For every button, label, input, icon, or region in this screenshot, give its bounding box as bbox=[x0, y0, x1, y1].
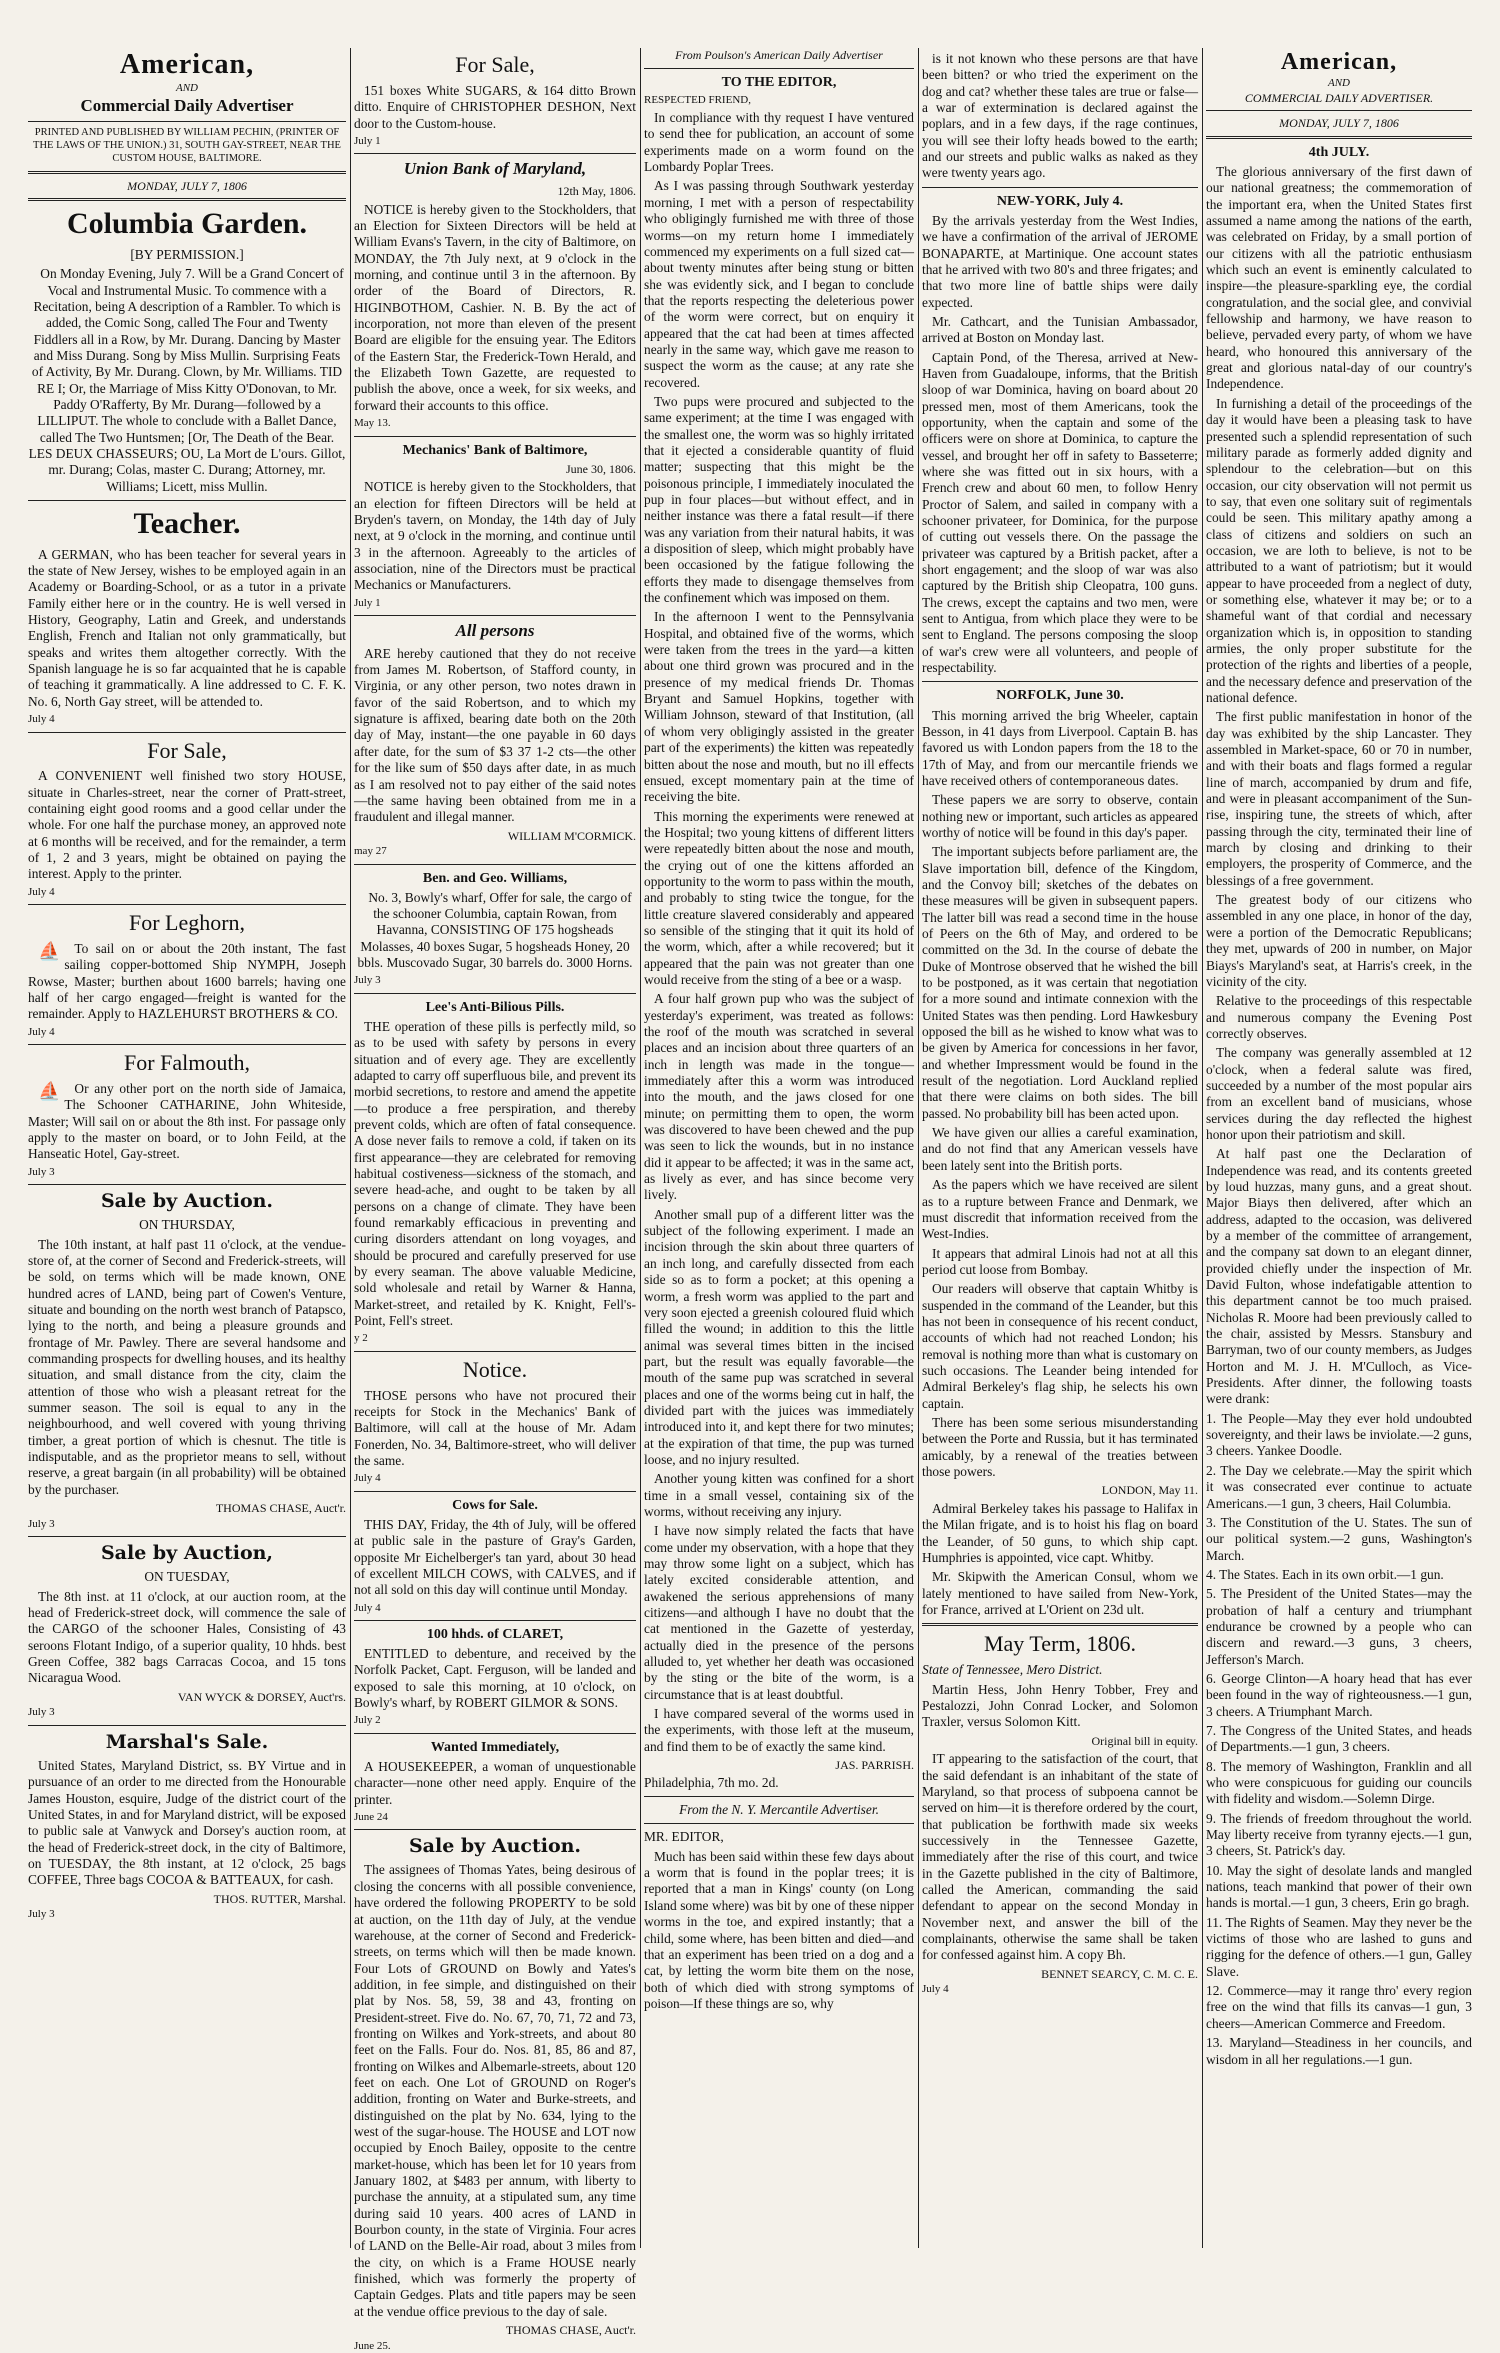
mechanics-bank-date: June 30, 1806. bbox=[566, 461, 636, 476]
term-text: IT appearing to the satisfaction of the court, that the said defendant is an inhabitant of the state of Maryland, so that process of subpoena cannot be served on him—it is therefore ordered by the court, that publication be forthwith made six weeks successively in the Tennessee Gazette, immediately after the rise of this court, and twice in the Gazette published in the city of Baltimore, called the American, commanding the said defendant to appear on the second Monday in November next, and answer the bill of the complainants, otherwise the same shall be taken for confessed against him. A copy Bh. bbox=[922, 1751, 1198, 1963]
auction2-date: July 3 bbox=[28, 1706, 55, 1719]
garden-heading: Columbia Garden. bbox=[66, 207, 308, 241]
falmouth-date: July 3 bbox=[28, 1165, 55, 1178]
williams-heading: Ben. and Geo. Williams, bbox=[422, 870, 568, 886]
letter-heading: TO THE EDITOR, bbox=[721, 74, 837, 90]
toast-item: 9. The friends of freedom throughout the world. May liberty receive from tyranny ejects.—1 gun, 3 cheers, St. Patrick's day. bbox=[1206, 1810, 1472, 1859]
auction2-sig: VAN WYCK & DORSEY, Auct'rs. bbox=[177, 1689, 346, 1704]
july-paragraph: In furnishing a detail of the proceedings of the day it would have been a pleasing task to have presented such a splendid representation of such military parade as formerly added dignity and splendour to the celebration—but on this occasion, our city observation will not permit us to say, that even one solitary suit of regimentals could be seen. This military apathy among a class of citizens and soldiers on such an occasion, we are loth to believe, is not to be attributed to a want of patriotism; but it would appear to have proceeded from a neglect of duty, or something else, whatever it may be; or to a shameful want of that cordial and necessary organization which is, in opposition to standing armies, the only proper substitute for the protection of the rights and liberties of a people, and the necessary defence and preservation of the national defence. bbox=[1206, 395, 1472, 705]
column-rule bbox=[1202, 48, 1203, 2248]
falmouth-text: Or any other port on the north side of Jamaica, The Schooner CATHARINE, John Whiteside, Master; Will sail on or about the 8th inst. For passage only apply to the master on board, or to John Feild, at the Hanseatic Hotel, Gay-street. bbox=[28, 1080, 346, 1162]
letter-paragraph: As I was passing through Southwark yesterday morning, I met with a person of respectability who obligingly furnished me with three of those worms—on my return home I immediately commenced my experiments on a full sized cat—about twenty minutes after being stung or bitten she was evidently sick, and I began to conclude that the reports respecting the deleterious power of the worm were correct, but on enquiry it appeared that the cat had been at times affected nearly in the same way, which gave me reason to suspect the worm as the cause; at any rate she recovered. bbox=[644, 178, 914, 390]
teacher-date: July 4 bbox=[28, 713, 55, 726]
garden-permission: [BY PERMISSION.] bbox=[130, 246, 244, 262]
leghorn-heading: For Leghorn, bbox=[128, 910, 246, 936]
sugar-date: July 1 bbox=[354, 134, 381, 147]
continued-text: is it not known who these persons are that have been bitten? or who tried the experiment on the dog and cat? whether these tales are true or false—a war of extermination is declared against the poplars, and in a few days, if the rage continues, you will see their lofty heads bowed to the earth; and our streets and public walks as naked as they were twenty years ago. bbox=[922, 51, 1198, 181]
letter-salutation: RESPECTED FRIEND, bbox=[644, 93, 751, 106]
toast-list bbox=[1206, 1411, 1472, 2068]
term-date: July 4 bbox=[922, 1983, 949, 1996]
auction1-text: The 10th instant, at half past 11 o'clock, at the vendue-store of, at the corner of Second and Frederick-streets, will be sold, on terms which will be made known, ONE hundred acres of LAND, being part of Cowen's Venture, situate and bounding on the north west branch of Patapsco, lying to the north, and being a pleasure grounds and frontage of Mr. Pawley. There are several handsome and commanding prospects for dwelling houses, and its healthy situation, and small distance from the city, claim the attention of those who wish a pleasant retreat for the summer season. The soil is equal to any in the neighbourhood, and well covered with young thriving timber, a great portion of which is chesnut. The title is indisputable, and as the proprietor means to sell, without reserve, a great bargain (in all probability) will be obtained by the purchaser. bbox=[28, 1236, 346, 1497]
auction1-sig: THOMAS CHASE, Auct'r. bbox=[215, 1501, 346, 1516]
letter-body bbox=[644, 110, 914, 1755]
toast-item: 10. May the sight of desolate lands and mangled nations, teach mankind that power of their own hands is mortal.—1 gun, 3 cheers, Erin go bragh. bbox=[1206, 1862, 1472, 1911]
norfolk-paragraph: These papers we are sorry to observe, contain nothing new or important, such articles as appeared worthy of notice will be found in this day's paper. bbox=[922, 792, 1198, 840]
norfolk-paragraph: As the papers which we have received are silent as to a rupture between France and Denmark, we must discredit that information received from the West-Indies. bbox=[922, 1177, 1198, 1242]
july-paragraph: The first public manifestation in honor of the day was exhibited by the ship Lancaster. They assembled in Market-space, 60 or 70 in number, and with their boats and flags formed a regular line of march, accompanied by drum and fife, and were in pleasant accompaniment of the Sun-rise, inspiring tune, the streets of which, after passing through the city, terminated their line of march by closing and drinking to their employers, the prosperity of Commerce, and the blessings of a free government. bbox=[1206, 709, 1472, 888]
masthead-and-2: AND bbox=[1328, 77, 1350, 90]
wanted-date: June 24 bbox=[354, 1810, 388, 1823]
column-rule bbox=[640, 48, 641, 2248]
toast-item: 5. The President of the United States—may the probation of half a century and triumphant endurance be crowned by a people who can discern and reward.—3 guns, 3 cheers, Jefferson's March. bbox=[1206, 1586, 1472, 1667]
teacher-text: A GERMAN, who has been teacher for several years in the state of New Jersey, wishes to be employed again in an Academy or Boarding-School, or as a tutor in a private Family either here or in the country. He is well versed in History, Geography, Latin and Greek, and understands English, French and Italian not only grammatically, but speaks and writes them altogether correctly. With the Spanish language he is so far acquainted that he is capable of teaching it grammatically. A line addressed to C. F. K. No. 6, North Gay street, will be attended to. bbox=[28, 546, 346, 709]
persons-text: ARE hereby cautioned that they do not receive from James M. Robertson, of Stafford county, in Virginia, or any other person, two notes drawn in favor of the said Robertson, and to which my signature is affixed, bearing date both on the 20th day of May, instant—the one payable in 60 days after date, for the sum of $3 37 1-2 cts—the other for the like sum of $50 days after date, in as much as I am resolved not to pay either of the said notes—the same having been obtained from me in a fraudulent and illegal manner. bbox=[354, 645, 636, 825]
term-heading: May Term, 1806. bbox=[983, 1631, 1137, 1657]
wanted-text: A HOUSEKEEPER, a woman of unquestionable character—none other need apply. Enquire of the printer. bbox=[354, 1758, 636, 1807]
falmouth-heading: For Falmouth, bbox=[124, 1050, 250, 1076]
williams-text: No. 3, Bowly's wharf, Offer for sale, the cargo of the schooner Columbia, captain Rowan, from Havanna, CONSISTING OF 175 hogsheads Molasses, 40 boxes Sugar, 5 hogsheads Honey, 20 bbls. Muscovado Sugar, 30 barrels do. 3000 Horns. bbox=[357, 889, 633, 971]
claret-date: July 2 bbox=[354, 1714, 381, 1727]
yates-auction-text: The assignees of Thomas Yates, being desirous of closing the concerns with all possible convenience, have ordered the following PROPERTY to be sold at auction, on the 11th day of July, at the vendue warehouse, at the corner of Second and Frederick-streets, on terms which will then be made known. Four Lots of GROUND on Bowly and Yates's addition, in fee simple, and distinguished on their plat by Nos. 58, 59, 38 and 43, fronting on President-street. Five do. No. 67, 70, 71, 72 and 73, fronting on Wilkes and York-streets, and about 80 feet on the Falls. Four do. Nos. 81, 85, 86 and 87, fronting on Wilkes and Albemarle-streets, about 120 feet on each. One Lot of GROUND on Roger's addition, fronting on Water and Burke-streets, and distinguished on the plat by No. 634, lying to the west of the sugar-house. The HOUSE and LOT now occupied by Enoch Bailey, opposite to the centre market-house, which has been let for 10 years from January 1802, at $483 per annum, with liberty to purchase the annuity, at a stipulated sum, any time during said 10 years. 400 acres of LAND in Bourbon county, in the state of Virginia. Four acres of LAND on the Belle-Air road, about 3 miles from the city, on which is a Frame HOUSE nearly finished, which was formerly the property of Captain Gedges. Plats and title papers may be seen at the vendue office previous to the day of sale. bbox=[354, 1862, 636, 2319]
ship-icon: ⛵ bbox=[38, 1080, 61, 1101]
forsale-text: A CONVENIENT well finished two story HOUSE, situate in Charles-street, near the corner of Pratt-street, containing eight good rooms and a good cellar under the whole. For one half the purchase money, an approved note at 6 months will be received, and for the remainder, a term of 1, 2 and 3 years, might be obtained on paying the interest. Apply to the printer. bbox=[28, 768, 346, 882]
second-body: Much has been said within these few days about a worm that is found in the poplar trees; it is reported that a man in Kings' county (on Long Island some where) was bit by one of these nipper worms in the toe, and expired instantly; that a child, some where, has been bitten and died—and that an experiment has been tried on a dog and a cat, by letting the worm bite them on the nose, both of which died with strong symptoms of poison—If these things are so, why bbox=[644, 1848, 914, 2011]
forsale-date: July 4 bbox=[28, 885, 55, 898]
garden-text: On Monday Evening, July 7. Will be a Grand Concert of Vocal and Instrumental Music. To commence with a Recitation, being A description of a Rambler. To which is added, the Comic Song, called The Four and Twenty Fiddlers all in a Row, by Mr. Durang. Dancing by Master and Miss Durang. Song by Miss Mullin. Surprising Feats of Activity, By Mr. Durang. Clown, by Mr. Williams. TID RE I; Or, the Marriage of Miss Kitty O'Donovan, to Mr. Paddy O'Rafferty, By Mr. Durang—followed by a LILLIPUT. The whole to conclude with a Ballet Dance, called The Two Huntsmen; [Or, The Death of the Bear. LES DEUX CHASSEURS; OU, La Mort de L'ours. Gillot, mr. Durang; Colas, master C. Durang; Attorney, mr. Williams; Licett, miss Mullin. bbox=[28, 266, 346, 494]
toast-item: 8. The memory of Washington, Franklin and all who were conspicuous for guiding our councils with fidelity and wisdom.—Solemn Dirge. bbox=[1206, 1758, 1472, 1807]
newspaper-page bbox=[28, 48, 1472, 2352]
teacher-heading: Teacher. bbox=[133, 507, 241, 541]
persons-date: may 27 bbox=[354, 845, 387, 858]
auction2-text: The 8th inst. at 11 o'clock, at our auction room, at the head of Frederick-street dock, will commence the sale of the CARGO of the schooner Hales, Consisting of 43 seroons Flotant Indigo, of a superior quality, 10 hhds. best Green Coffee, 382 bags Carracas Cocoa, and 15 tons Nicaragua Wood. bbox=[28, 1588, 346, 1686]
yates-auction-date: June 25. bbox=[354, 2339, 391, 2352]
term-bill: Original bill in equity. bbox=[1091, 1733, 1198, 1748]
union-bank-heading: Union Bank of Maryland, bbox=[403, 159, 587, 179]
auction1-date: July 3 bbox=[28, 1517, 55, 1530]
ny-paragraph: Mr. Cathcart, and the Tunisian Ambassador, arrived at Boston on Monday last. bbox=[922, 313, 1198, 346]
london-paragraph: Mr. Skipwith the American Consul, whom we lately mentioned to have sailed from New-York, for France, arrived at L'Orient on 23d ult. bbox=[922, 1569, 1198, 1618]
letter-paragraph: A four half grown pup who was the subject of yesterday's experiment, was treated as follows: the roof of the mouth was scratched in several places and an incision about three quarters of an inch in length was made in the tongue—immediately after this a worm was introduced into the mouth, and the jaws closed for one minute; on permitting them to open, the worm was discovered to have been chewed and the pup was seen to lick the wounds, but in no instance did it appear to be affected; it was in the same act, as lively as ever, and has since become very lively. bbox=[644, 991, 914, 1203]
lee-pills-heading: Lee's Anti-Bilious Pills. bbox=[425, 999, 565, 1015]
wanted-heading: Wanted Immediately, bbox=[430, 1739, 560, 1755]
column-4 bbox=[922, 48, 1198, 2248]
mechanics-bank-text: NOTICE is hereby given to the Stockholders, that an election for fifteen Directors will be held at Bryden's tavern, on Monday, the 14th day of July next, at 9 o'clock in the morning, and continue until 3 in the afternoon. Agreeably to the articles of association, nine of the Directors must be practical Mechanics or Manufacturers. bbox=[354, 479, 636, 593]
auction2-heading: Sale by Auction, bbox=[100, 1542, 274, 1565]
williams-date: July 3 bbox=[354, 974, 381, 987]
letter-paragraph: This morning the experiments were renewed at the Hospital; two young kittens of different litters were repeatedly bitten about the nose and mouth, the crying out of one the kittens afforded an opportunity to the worm to pass within the mouth, and probably to sting twice the tongue, for the little creature slavered considerably and appeared so sensible of the stinging that it quit its hold of the worm, which, after a while recovered; but it appeared that the pain was not greater than one would receive from the sting of a bee or a wasp. bbox=[644, 808, 914, 987]
forsale-heading: For Sale, bbox=[147, 737, 227, 763]
cows-date: July 4 bbox=[354, 1601, 381, 1614]
mechanics-bank-end: July 1 bbox=[354, 596, 381, 609]
toast-item: 6. George Clinton—A hoary head that has ever been found in the way of righteousness.—1 gun, 3 cheers. A Triumphant March. bbox=[1206, 1670, 1472, 1719]
letter-paragraph: Another young kitten was confined for a short time in a small vessel, containing six of the worms, without receiving any injury. bbox=[644, 1471, 914, 1519]
london-body bbox=[922, 1501, 1198, 1618]
notice-text: THOSE persons who have not procured their receipts for Stock in the Mechanics' Bank of Baltimore, will call at the house of Mr. Adam Fonerden, No. 34, Baltimore-street, who will deliver the same. bbox=[354, 1387, 636, 1468]
claret-heading: 100 hhds. of CLARET, bbox=[426, 1626, 564, 1642]
notice-date: July 4 bbox=[354, 1472, 381, 1485]
marshal-heading: Marshal's Sale. bbox=[105, 1730, 269, 1753]
london-dateline: LONDON, May 11. bbox=[1101, 1483, 1198, 1498]
lee-pills-text: THE operation of these pills is perfectly mild, so as to be used with safety by persons in every situation and of every age. They are excellently adapted to carry off superfluous bile, and prevent its morbid secretions, to restore and amend the appetite—to produce a free perspiration, and thereby prevent colds, which are often of fatal consequence. A dose never fails to remove a cold, if taken on its first appearance—they are celebrated for removing habitual costiveness—sickness of the stomach, and severe head-ache, and ought to be taken by all persons on a change of climate. They have been found remarkably efficacious in preventing and curing disorders attendant on long voyages, and should be procured and carefully preserved for use by every seaman. The above valuable Medicine, sold wholesale and retail by Warner & Hanna, Market-street, and retailed by K. Knight, Fell's-Point, Fell's street. bbox=[354, 1018, 636, 1329]
masthead-subtitle: Commercial Daily Advertiser bbox=[80, 95, 294, 115]
norfolk-heading: NORFOLK, June 30. bbox=[996, 688, 1124, 704]
ny-heading: NEW-YORK, July 4. bbox=[996, 193, 1124, 209]
sugar-text: 151 boxes White SUGARS, & 164 ditto Brown ditto. Enquire of CHRISTOPHER DESHON, Next door to the Custom-house. bbox=[354, 82, 636, 131]
union-bank-date: 12th May, 1806. bbox=[557, 184, 636, 198]
column-5 bbox=[1206, 48, 1472, 2248]
toast-item: 3. The Constitution of the U. States. The sun of our political system.—2 guns, Washington's March. bbox=[1206, 1514, 1472, 1563]
yates-auction-heading: Sale by Auction. bbox=[408, 1835, 582, 1858]
toast-item: 1. The People—May they ever hold undoubted sovereignty, and their laws be inviolate.—2 guns, 3 cheers. Yankee Doodle. bbox=[1206, 1410, 1472, 1459]
leghorn-date: July 4 bbox=[28, 1025, 55, 1038]
union-bank-text: NOTICE is hereby given to the Stockholders, that an Election for Sixteen Directors will be held at William Evans's Tavern, in the city of Baltimore, on MONDAY, the 7th July next, at 9 o'clock in the morning, and continue until 3 in the afternoon. By order of the Board of Directors, R. HIGINBOTHOM, Cashier. N. B. By the act of incorporation, not more than eleven of the present Board are eligible for the ensuing year. The Editors of the Eastern Star, the Frederick-Town Herald, and the Elizabeth Town Gazette, are requested to publish the above, once a week, for six weeks, and forward their accounts to this office. bbox=[354, 201, 636, 413]
union-bank-end: May 13. bbox=[354, 417, 391, 430]
notice-heading: Notice. bbox=[462, 1356, 528, 1382]
marshal-date: July 3 bbox=[28, 1908, 55, 1921]
column-3 bbox=[644, 48, 914, 2248]
letter-paragraph: In the afternoon I went to the Pennsylvania Hospital, and obtained five of the worms, which were taken from the trees in the yard—a kitten about one third grown was procured and in the presence of my medical friends Dr. Thomas Bryant and Samuel Hopkins, together with William Johnson, steward of that Institution, (all of whom very obligingly assisted in the greater part of the experiments) the kitten was repeatedly bitten about the nose and mouth, but no ill effects ensued, except momentary pain at the time of receiving the bite. bbox=[644, 609, 914, 805]
july-paragraph: The greatest body of our citizens who assembled in any one place, in honor of the day, were a portion of the Democratic Republicans; they met, upwards of 200 in number, on Major Biays's Maryland's seat, at Harris's creek, in the vicinity of the city. bbox=[1206, 892, 1472, 989]
toast-item: 7. The Congress of the United States, and heads of Departments.—1 gun, 3 cheers. bbox=[1206, 1722, 1472, 1755]
ny-body bbox=[922, 213, 1198, 677]
marshal-sig: THOS. RUTTER, Marshal. bbox=[213, 1891, 346, 1906]
column-2 bbox=[354, 48, 636, 2352]
norfolk-body bbox=[922, 708, 1198, 1481]
cows-text: THIS DAY, Friday, the 4th of July, will be offered at public sale in the pasture of Gray's Garden, opposite Mr Eichelberger's tan yard, about 30 head of excellent MILCH COWS, with CALVES, and if not all sold on this day will continue until Monday. bbox=[354, 1516, 636, 1598]
letter-sig: JAS. PARRISH. bbox=[835, 1758, 914, 1773]
second-salutation: MR. EDITOR, bbox=[644, 1829, 724, 1845]
masthead-and: AND bbox=[176, 82, 198, 95]
mechanics-bank-heading: Mechanics' Bank of Baltimore, bbox=[402, 442, 588, 458]
column-rule bbox=[918, 48, 919, 2248]
toast-item: 13. Maryland—Steadiness in her councils, and wisdom in all her regulations.—1 gun. bbox=[1206, 2035, 1472, 2067]
norfolk-paragraph: There has been some serious misunderstanding between the Porte and Russia, but it has terminated amicably, by a renewal of the treaties between those powers. bbox=[922, 1414, 1198, 1479]
persons-sig: WILLIAM M'CORMICK. bbox=[507, 828, 636, 843]
norfolk-paragraph: It appears that admiral Linois had not at all this period cut loose from Bombay. bbox=[922, 1245, 1198, 1277]
term-sig: BENNET SEARCY, C. M. C. E. bbox=[1041, 1966, 1198, 1981]
july-body bbox=[1206, 164, 1472, 1408]
claret-text: ENTITLED to debenture, and received by the Norfolk Packet, Capt. Ferguson, will be landed and exposed to sale this morning, at 10 o'clock, on Bowly's wharf, by ROBERT GILMOR & SONS. bbox=[354, 1646, 636, 1711]
masthead-subtitle-2: COMMERCIAL DAILY ADVERTISER. bbox=[1244, 90, 1434, 105]
london-paragraph: Admiral Berkeley takes his passage to Halifax in the Milan frigate, and is to hoist his flag on board the Leander, of 50 guns, to which ship capt. Humphries is appointed, vice capt. Whitby. bbox=[922, 1500, 1198, 1565]
ny-paragraph: By the arrivals yesterday from the West Indies, we have a confirmation of the arrival of JEROME BONAPARTE, at Martinique. One account states that he arrived with two 80's and three frigates; and that two more line of battle ships were daily expected. bbox=[922, 212, 1198, 310]
toast-item: 2. The Day we celebrate.—May the spirit which it was consecrated ever continue to actuate Americans.—1 gun, 3 cheers, Hail Columbia. bbox=[1206, 1462, 1472, 1511]
marshal-text: United States, Maryland District, ss. BY Virtue and in pursuance of an order to me directed from the Honourable James Houston, esquire, Judge of the district court of the United States, in and for Maryland district, will be exposed to public sale at Vanwyck and Dorsey's auction room, at the head of Frederick-street dock, in the city of Baltimore, on TUESDAY, the 8th instant, at 12 o'clock, 25 bags COFFEE, Three bags COCOA & BATTEAUX, for cash. bbox=[28, 1757, 346, 1888]
norfolk-paragraph: The important subjects before parliament are, the Slave importation bill, defence of the Kingdom, and the Convoy bill; sketches of the debates on these measures will be given in subsequent papers. The latter bill was read a second time in the house of Peers on the 6th of May, and ordered to be committed on the 3d. In the course of debate the Duke of Montrose observed that he wished the bill to be postponed, as it was certain that negotiation for a more sound and intimate connexion with the United States was then pending. Lord Hawkesbury opposed the bill as he wished to know what was to be given by America for concessions in her favor, and whether Impressment would be found in the result of the negotiation. Lord Auckland replied that there were claims on both sides. The bill passed. No probability bill has been acted upon. bbox=[922, 844, 1198, 1121]
july-paragraph: At half past one the Declaration of Independence was read, and its contents greeted by loud huzzas, many guns, and a great shout. Major Biays then delivered, after which an address, adapted to the occasion, was delivered by a member of the committee of arrangement, and the company sat down to an elegant dinner, provided chiefly under the inspection of Mr. David Fulton, whose indefatigable attention to this department cannot be too much praised. Nicholas R. Moore had been previously called to the chair, assisted by Messrs. Stansbury and Barryman, two of our county members, as Judges Horton and M. J. H. M'Culloch, as Vice-Presidents. After dinner, the following toasts were drank: bbox=[1206, 1146, 1472, 1407]
auction2-sub: ON TUESDAY, bbox=[144, 1569, 230, 1585]
term-parties: Martin Hess, John Henry Tobber, Frey and Pestalozzi, John Conrad Locker, and Solomon Traxler, versus Solomon Kitt. bbox=[922, 1681, 1198, 1730]
july-paragraph: Relative to the proceedings of this respectable and numerous company the Evening Post correctly observes. bbox=[1206, 993, 1472, 1041]
norfolk-paragraph: Our readers will observe that captain Whitby is suspended in the command of the Leander, but this has not been in consequence of his recent conduct, accounts of which had not reached London; his removal is nothing more than what is customary on such occasions. The Leander being intended for Admiral Berkeley's flag ship, he selects his own captain. bbox=[922, 1281, 1198, 1411]
issue-date: MONDAY, JULY 7, 1806 bbox=[127, 178, 247, 193]
ship-icon: ⛵ bbox=[38, 940, 61, 961]
persons-heading: All persons bbox=[455, 621, 535, 641]
issue-date-2: MONDAY, JULY 7, 1806 bbox=[1279, 116, 1399, 131]
column-rule bbox=[350, 48, 351, 2248]
letter-paragraph: In compliance with thy request I have ventured to send thee for publication, an account of some experiments made on a worm found on the Lombardy Poplar Trees. bbox=[644, 110, 914, 175]
letter-paragraph: Two pups were procured and subjected to the same experiment; at the time I was engaged with the smallest one, the worm was so highly irritated that it ejected a considerable quantity of fluid matter; suspecting that this might be the poisonous principle, I immediately inoculated the pup in four places—but without effect, and in neither instance was there a fatal result—if there was any variation from their natural habits, it was a disposition of sleep, which might probably have been occasioned by the fatigue following the efforts they made to disengage themselves from the confinement which was imposed on them. bbox=[644, 393, 914, 606]
column-1 bbox=[28, 48, 346, 2248]
norfolk-paragraph: This morning arrived the brig Wheeler, captain Besson, in 41 days from Liverpool. Captain B. has favored us with London papers from the 18 to the 17th of May, and from our mercantile friends we have received others of contemporaneous dates. bbox=[922, 707, 1198, 788]
july-paragraph: The glorious anniversary of the first dawn of our national greatness; the commemoration of the important era, when the United States first assumed a name among the nations of the earth, was celebrated on Friday, by a small portion of our citizens with all the patriotic enthusiasm which such an event is eminently calculated to inspire—the pleasure-sparkling eye, the cordial congratulation, and the social glee, and convivial fellowship and harmony, we have reason to believe, pervaded every party, of whom we have heard, who honoured this anniversary of the great and glorious natal-day of our country's Independence. bbox=[1206, 164, 1472, 392]
cows-heading: Cows for Sale. bbox=[452, 1497, 538, 1513]
term-state: State of Tennessee, Mero District. bbox=[922, 1662, 1103, 1678]
masthead-title: American, bbox=[119, 49, 255, 80]
lee-pills-date: y 2 bbox=[354, 1332, 368, 1345]
letter-paragraph: Another small pup of a different litter was the subject of the following experiment. I made an incision through the skin about three quarters of an inch long, and carefully dissected from each side so as to form a pocket; at this opening a worm, a fresh worm was applied to the part and very soon ejected a greenish coloured fluid which filled the wound; in addition to this the little animal was several times bitten in the incised part, but the result was equally favorable—the mouth of the same pup was scratched in several places and one of the worms being cut in half, the divided part with the juices was immediately introduced into it, and kept there for two minutes; at the expiration of that time, the pup was turned loose, and no injury resulted. bbox=[644, 1206, 914, 1467]
leghorn-text: To sail on or about the 20th instant, The fast sailing copper-bottomed Ship NYMPH, Joseph Rowse, Master; burthen about 1600 barrels; having one half of her cargo engaged—freight is wanted for the remainder. Apply to HAZLEHURST BROTHERS & CO. bbox=[28, 940, 346, 1022]
letter-source: From Poulson's American Daily Advertiser bbox=[675, 48, 883, 62]
auction1-heading: Sale by Auction. bbox=[100, 1190, 274, 1213]
second-source: From the N. Y. Mercantile Advertiser. bbox=[679, 1802, 879, 1818]
ny-paragraph: Captain Pond, of the Theresa, arrived at New-Haven from Guadaloupe, informs, that the British sloop of war Dominica, having on board about 20 pressed men, most of them Americans, took the opportunity, when the captain and some of the officers were on shore at Dominica, to capture the vessel, and brought her off in safety to Basseterre; where she was fitted out in six hours, with a French crew and about 60 men, to follow Henry Proctor of Salem, and sailed in company with a schooner privateer, for Dominica, for the purpose of cutting out vessels there. On the passage the privateer was captured by a British packet, after a short engagement; and the sloop of war was also captured by the British ship Cleopatra, 100 guns. The crews, except the captains and two men, were sent to Antigua, from which place they were to be sent to England. The persons composing the sloop of war's crew were all volunteers, and people of respectability. bbox=[922, 349, 1198, 676]
letter-paragraph: I have now simply related the facts that have come under my observation, with a hope that they may throw some light on a subject, which has lately excited considerable attention, and awakened the serious apprehensions of many citizens—and although I have no doubt that the cat mentioned in the Gazette of yesterday, actually died in the presence of the persons alluded to, yet whether her death was occasioned by the sting or the bite of the worm, is a circumstance that is at least doubtful. bbox=[644, 1523, 914, 1702]
auction1-sub: ON THURSDAY, bbox=[139, 1217, 235, 1233]
masthead-title-2: American, bbox=[1280, 49, 1398, 75]
toast-item: 4. The States. Each in its own orbit.—1 gun. bbox=[1206, 1566, 1444, 1582]
sugar-heading: For Sale, bbox=[455, 52, 535, 77]
july-paragraph: The company was generally assembled at 12 o'clock, when a federal salute was fired, succeeded by a number of the most popular airs from an excellent band of musicians, whose services during the day reflected the highest honor upon their patriotism and skill. bbox=[1206, 1045, 1472, 1142]
printer-line: PRINTED AND PUBLISHED BY WILLIAM PECHIN, (PRINTER OF THE LAWS OF THE UNION.) 31, SOUTH GAY-STREET, NEAR THE CUSTOM HOUSE, BALTIMORE. bbox=[33, 127, 341, 164]
toast-item: 12. Commerce—may it range thro' every region free on the wind that fills its canvas—1 gun, 3 cheers—American Commerce and Freedom. bbox=[1206, 1983, 1472, 2031]
norfolk-paragraph: We have given our allies a careful examination, and do not find that any American vessels have been lately sent into the British ports. bbox=[922, 1125, 1198, 1173]
july-heading: 4th JULY. bbox=[1308, 144, 1370, 160]
yates-auction-sig: THOMAS CHASE, Auct'r. bbox=[505, 2323, 636, 2338]
letter-place: Philadelphia, 7th mo. 2d. bbox=[644, 1774, 779, 1790]
letter-paragraph: I have compared several of the worms used in the experiments, with those left at the museum, and find them to be of exactly the same kind. bbox=[644, 1706, 914, 1754]
toast-item: 11. The Rights of Seamen. May they never be the victims of those who are lashed to guns and rigging for the defence of others.—1 gun, Galley Slave. bbox=[1206, 1914, 1472, 1979]
